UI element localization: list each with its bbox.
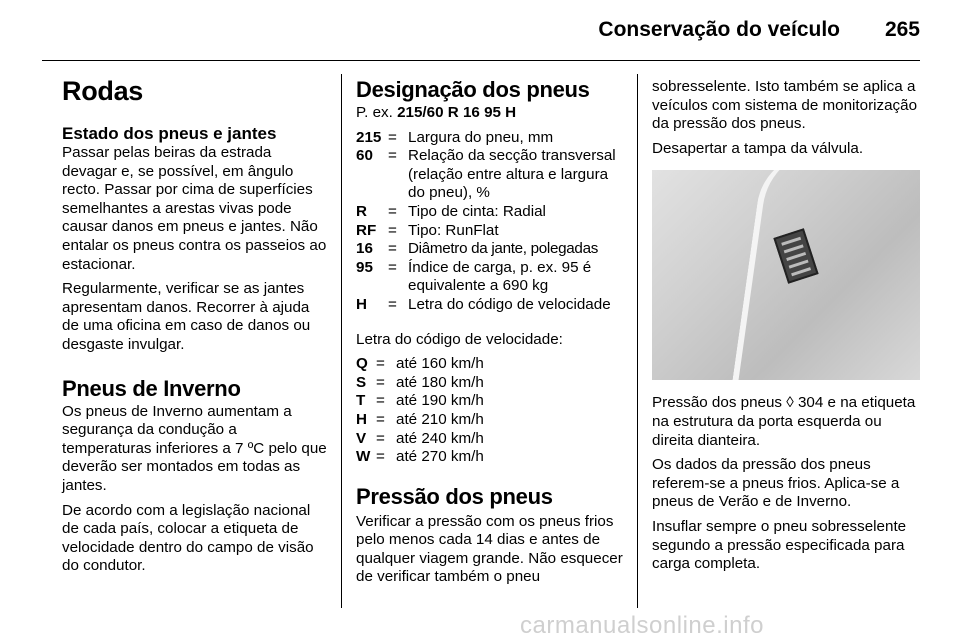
column-2 (356, 70, 624, 593)
paragraph: Insuflar sempre o pneu sobresselente segundo a pressão especificada para carga completa. (652, 517, 907, 573)
section-title-inverno: Pneus de Inverno (62, 375, 241, 401)
watermark: carmanualsonline.info (520, 612, 764, 639)
speed-row: V = até 240 km/h (356, 429, 484, 447)
speed-row: W = até 270 km/h (356, 448, 484, 466)
example-line (356, 104, 624, 123)
paragraph: Os pneus de Inverno aumentam a segurança da condução a temperaturas inferiores a 7 ºC pelo que deverão ser montados em todas as jantes. (62, 402, 327, 494)
speed-code-list (356, 355, 624, 467)
subsection-title-estado: Estado dos pneus e jantes (62, 124, 277, 143)
example-value: 215/60 R 16 95 H (397, 104, 517, 121)
section-title-pressao: Pressão dos pneus (356, 483, 553, 509)
column-3 (652, 78, 922, 580)
definition-row: 16 = Diâmetro da jante, polegadas (356, 240, 599, 258)
speed-row: T = até 190 km/h (356, 392, 484, 410)
paragraph: Passar pelas beiras da estrada devagar e, se possível, em ângulo recto. Passar por cima de superfícies semelhantes a arestas vivas pode causar danos em pneus e jantes. Não entalar os pneus contra os passeios ao estacionar. (62, 144, 327, 273)
column-divider-1 (341, 74, 342, 608)
page-number: 265 (884, 18, 920, 41)
definition-row: R = Tipo de cinta: Radial (356, 202, 546, 220)
header-rule (42, 60, 920, 61)
definition-list (356, 129, 624, 315)
definition-row: RF = Tipo: RunFlat (356, 221, 499, 239)
definition-row: 60 = Relação da secção transversal (relação entre altura e largura do pneu), % (356, 147, 616, 202)
column-divider-2 (637, 74, 638, 608)
door-frame-label-photo (652, 170, 920, 380)
paragraph: Pressão dos pneus ◊ 304 e na etiqueta na estrutura da porta esquerda ou direita dianteira. (652, 394, 916, 449)
paragraph: sobresselente. Isto também se aplica a veículos com sistema de monitorização da pressão dos pneus. (652, 78, 918, 133)
paragraph: Regularmente, verificar se as jantes apresentam danos. Recorrer à ajuda de uma oficina em caso de danos ou desgaste invulgar. (62, 280, 311, 353)
column-1 (62, 70, 328, 582)
section-title-rodas: Rodas (62, 76, 144, 106)
speed-row: Q = até 160 km/h (356, 355, 484, 373)
paragraph: De acordo com a legislação nacional de cada país, colocar a etiqueta de velocidade dentro do campo de visão do condutor. (62, 501, 314, 575)
section-title-designacao: Designação dos pneus (356, 77, 590, 102)
speed-code-intro: Letra do código de velocidade: (356, 330, 563, 348)
definition-row: H = Letra do código de velocidade (356, 295, 611, 313)
paragraph: Verificar a pressão com os pneus frios pelo menos cada 14 dias e antes de qualquer viagem grande. Não esquecer de verificar também o pneu (356, 512, 623, 586)
speed-row: H = até 210 km/h (356, 410, 484, 428)
paragraph: Os dados da pressão dos pneus referem-se a pneus frios. Aplica-se a pneus de Verão e de Inverno. (652, 456, 900, 511)
paragraph: Desapertar a tampa da válvula. (652, 139, 864, 157)
example-prefix: P. ex. (356, 104, 398, 121)
definition-row: 95 = Índice de carga, p. ex. 95 é equivalente a 690 kg (356, 258, 592, 295)
speed-row: S = até 180 km/h (356, 373, 484, 391)
running-header-title: Conservação do veículo (598, 18, 840, 41)
definition-row: 215 = Largura do pneu, mm (356, 128, 554, 146)
